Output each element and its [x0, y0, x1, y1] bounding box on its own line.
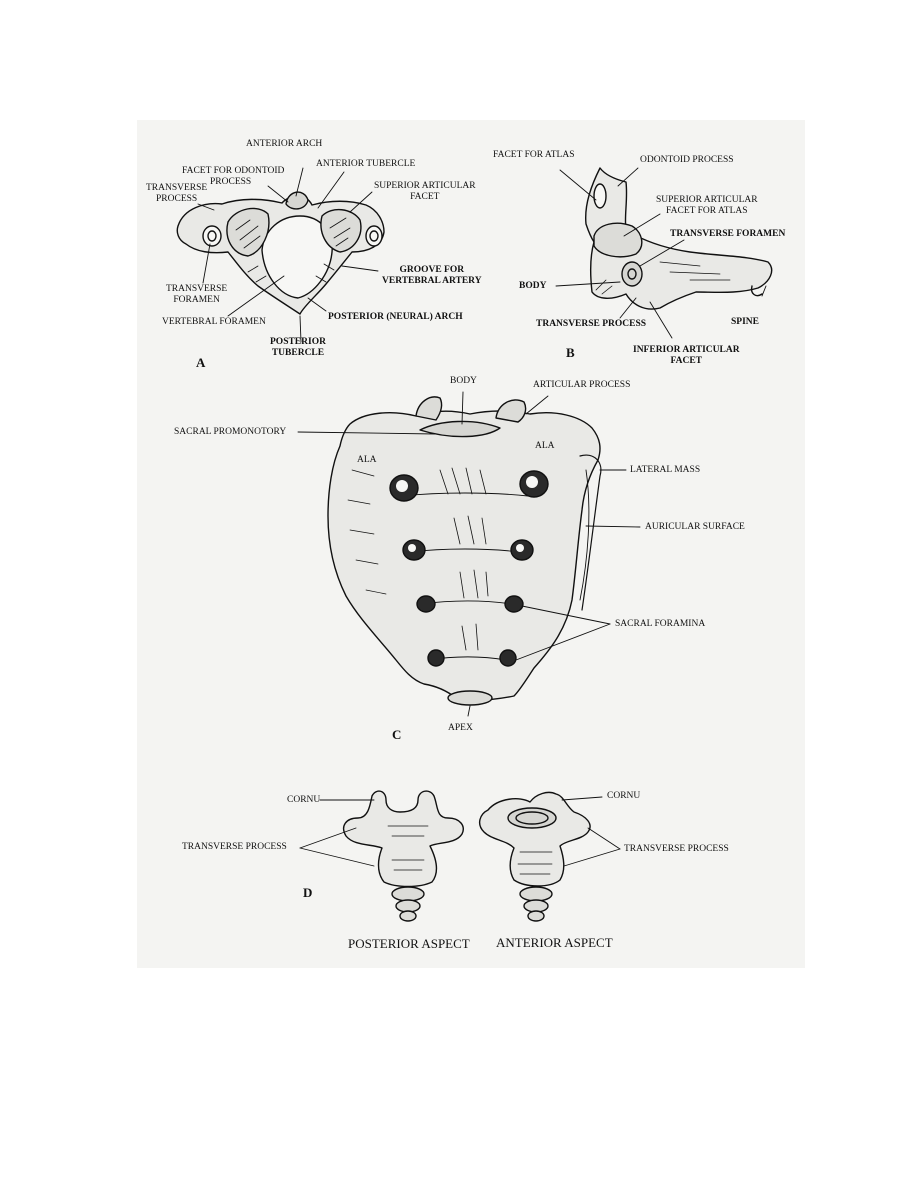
- label-body-c: BODY: [450, 376, 477, 386]
- label-groove-for-vertebral-artery: GROOVE FOR VERTEBRAL ARTERY: [382, 265, 482, 286]
- label-facet-for-atlas: FACET FOR ATLAS: [493, 150, 575, 160]
- label-sacral-foramina: SACRAL FORAMINA: [615, 619, 706, 629]
- label-transverse-foramen-a: TRANSVERSE FORAMEN: [166, 284, 228, 305]
- label-cornu-left: CORNU: [287, 795, 321, 805]
- caption-posterior-aspect: POSTERIOR ASPECT: [348, 936, 470, 951]
- caption-anterior-aspect: ANTERIOR ASPECT: [496, 935, 613, 950]
- label-lateral-mass: LATERAL MASS: [630, 465, 701, 475]
- label-articular-process: ARTICULAR PROCESS: [533, 380, 631, 390]
- label-cornu-right: CORNU: [607, 791, 641, 801]
- label-anterior-arch: ANTERIOR ARCH: [246, 139, 323, 149]
- label-ala-right: ALA: [535, 441, 555, 451]
- label-anterior-tubercle: ANTERIOR TUBERCLE: [316, 159, 416, 169]
- panel-label-a: A: [196, 355, 206, 370]
- label-sacral-promonotory: SACRAL PROMONOTORY: [174, 427, 287, 437]
- sacrum-drawing: [328, 397, 601, 705]
- panel-label-c: C: [392, 727, 402, 742]
- label-odontoid-process-b: ODONTOID PROCESS: [640, 155, 734, 165]
- coccyx-anterior-drawing: [480, 792, 590, 921]
- label-posterior-neural-arch: POSTERIOR (NEURAL) ARCH: [328, 312, 463, 322]
- label-ala-left: ALA: [357, 455, 377, 465]
- label-superior-articular-facet-for-atlas: SUPERIOR ARTICULAR FACET FOR ATLAS: [656, 195, 758, 216]
- label-transverse-foramen-b: TRANSVERSE FORAMEN: [670, 229, 786, 239]
- label-vertebral-foramen: VERTEBRAL FORAMEN: [162, 317, 266, 327]
- label-transverse-process-left: TRANSVERSE PROCESS: [182, 842, 287, 852]
- label-transverse-process-a: TRANSVERSE PROCESS: [146, 183, 208, 204]
- label-facet-for-odontoid-process: FACET FOR ODONTOID PROCESS: [182, 166, 285, 187]
- panel-label-b: B: [566, 345, 575, 360]
- label-posterior-tubercle: POSTERIOR TUBERCLE: [270, 337, 326, 358]
- label-superior-articular-facet-a: SUPERIOR ARTICULAR FACET: [374, 181, 476, 202]
- label-inferior-articular-facet: INFERIOR ARTICULAR FACET: [633, 345, 740, 366]
- label-auricular-surface: AURICULAR SURFACE: [645, 522, 745, 532]
- coccyx-posterior-drawing: [344, 791, 464, 921]
- label-transverse-process-right: TRANSVERSE PROCESS: [624, 844, 729, 854]
- label-body-b: BODY: [519, 281, 547, 291]
- label-apex: APEX: [448, 723, 473, 733]
- label-spine: SPINE: [731, 317, 759, 327]
- label-transverse-process-b: TRANSVERSE PROCESS: [536, 319, 647, 329]
- panel-label-d: D: [303, 885, 313, 900]
